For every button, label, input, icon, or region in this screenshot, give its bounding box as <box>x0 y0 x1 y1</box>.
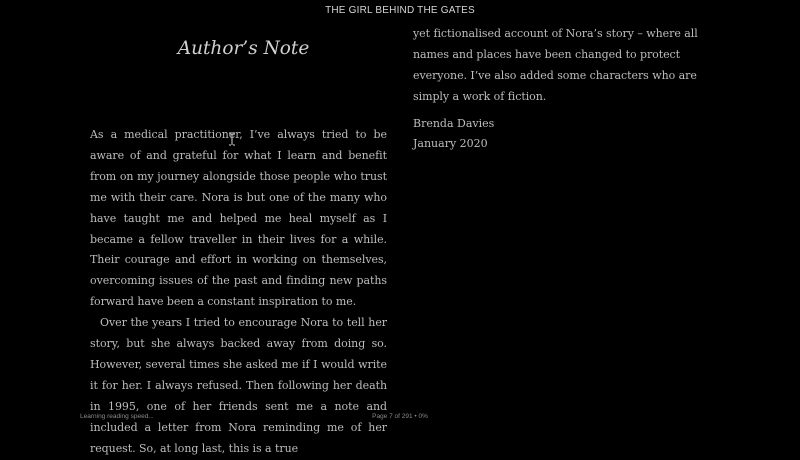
text-cursor-icon <box>228 132 236 146</box>
paragraph-1: As a medical practitioner, I’ve always tried to be aware of and grateful for what I learn and benefit from on my journey alongside those people who trust me with their care. Nora is but one of the many who have taught me and helped me heal myself as I became a fellow traveller in their lives for a while. Their courage and effort in working on themselves, overcoming issues of the past and finding new paths forward have been a constant inspiration to me. <box>90 128 387 309</box>
left-page-body <box>90 125 387 460</box>
paragraph-continued: yet fictionalised account of Nora’s story – where all names and places have been changed to protect everyone. I’ve also added some characters who are simply a work of fiction. <box>413 27 698 103</box>
chapter-title: Author’s Note <box>177 38 310 59</box>
right-page-body <box>413 24 713 154</box>
book-title: THE GIRL BEHIND THE GATES <box>325 5 475 16</box>
signoff-date: January 2020 <box>413 136 488 150</box>
page-indicator: Page 7 of 291 • 0% <box>372 413 428 420</box>
author-name: Brenda Davies <box>413 116 495 130</box>
paragraph-2: Over the years I tried to encourage Nora to tell her story, but she always backed away from doing so. However, several times she asked me if I would write it for her. I always refused. Then following her death in 1995, one of her friends sent me a note and included a letter from Nora reminding me of her request. So, at long last, this is a true <box>90 316 387 455</box>
signoff <box>413 114 713 154</box>
reading-speed-status: Learning reading speed... <box>80 413 154 420</box>
